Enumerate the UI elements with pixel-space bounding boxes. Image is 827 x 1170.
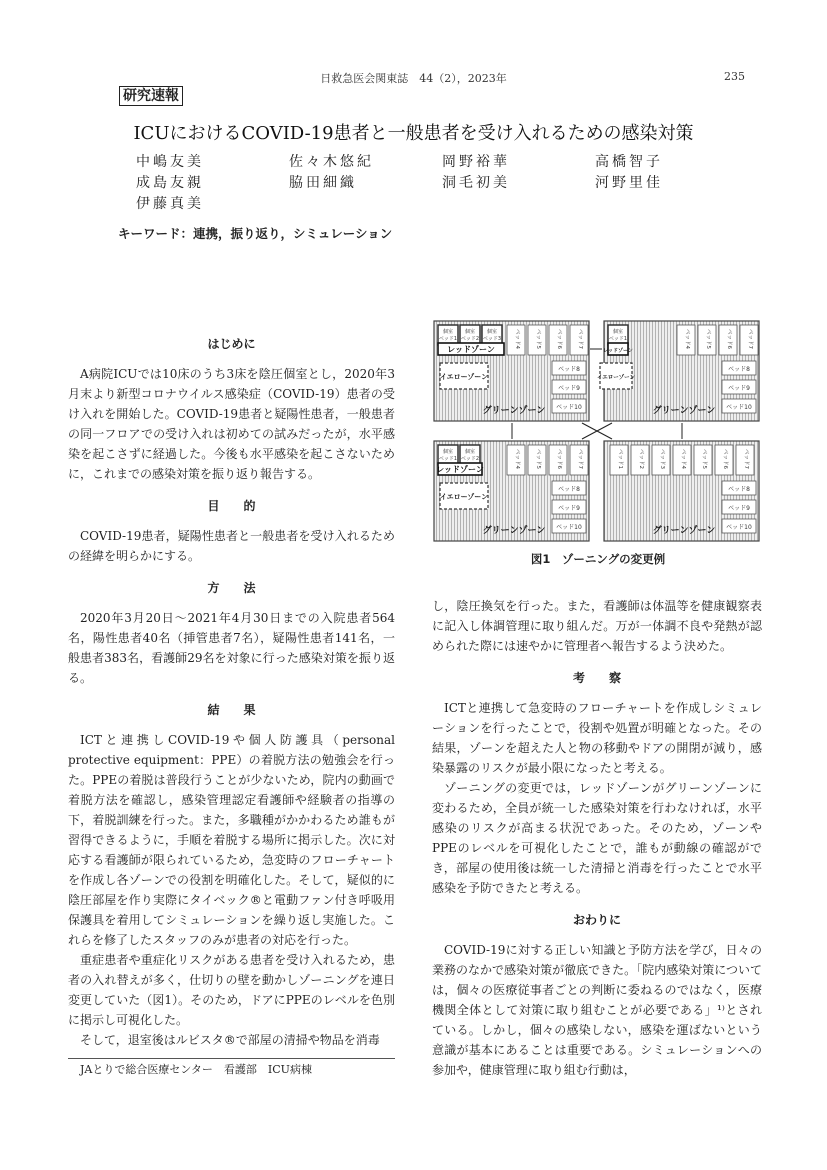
bed-label: ベッド4	[514, 449, 520, 469]
author: 脇田細織	[289, 175, 357, 191]
bed-label: ベッド2	[638, 449, 644, 469]
bed-label: ベッド8	[728, 366, 750, 373]
author: 佐々木悠紀	[289, 154, 374, 170]
article-type-label: 研究速報	[119, 86, 183, 106]
journal-header: 日救急医会関東誌 44（2），2023年	[320, 72, 507, 85]
bed-label: ベッド1	[438, 456, 458, 462]
paragraph: COVID-19患者，疑陽性患者と一般患者を受け入れるための経緯を明らかにする。	[68, 529, 395, 563]
private-room	[438, 325, 458, 345]
bed-label: ベッド2	[460, 456, 480, 462]
private-room	[608, 325, 628, 345]
bed-label: ベッド4	[684, 329, 690, 349]
green-zone-label: グリーンゾーン	[652, 526, 716, 536]
bed-label: ベッド1	[608, 336, 628, 342]
bed-label: ベッド6	[556, 449, 562, 469]
bed-label: ベッド2	[460, 336, 480, 342]
affiliation-footnote: JAとりで総合医療センター 看護部 ICU病棟	[80, 1063, 312, 1076]
section-heading: はじめに	[207, 337, 256, 351]
private-room	[460, 325, 480, 345]
bed-label: ベッド4	[680, 449, 686, 469]
keywords: キーワード：連携，振り返り，シミュレーション	[118, 226, 393, 241]
bed-label: ベッド6	[722, 449, 728, 469]
private-room-label: 個室	[442, 449, 454, 455]
page-number: 235	[724, 70, 745, 83]
bed-label: ベッド8	[728, 486, 750, 493]
bed-label: ベッド3	[482, 336, 502, 342]
author: 河野里佳	[595, 175, 663, 191]
green-zone-label: グリーンゾーン	[482, 406, 546, 416]
bed-label: ベッド9	[728, 505, 750, 512]
author: 岡野裕華	[442, 154, 510, 170]
paragraph: ICTと連携して急変時のフローチャートを作成しシミュレーションを行ったことで，役割や処置が明確となった。その結果，ゾーンを超えた人と物の移動やドアの開閉が減り，感染暴露のリスクが最小限になったと考える。	[432, 701, 762, 775]
paragraph: そして，退室後はルビスタ®で部屋の清掃や物品を消毒	[80, 1033, 380, 1047]
bed-label: ベッド1	[438, 336, 458, 342]
bed-label: ベッド8	[558, 366, 580, 373]
bed-label: ベッド10	[556, 524, 582, 531]
paper-title: ICUにおけるCOVID-19患者と一般患者を受け入れるための感染対策	[133, 123, 694, 144]
bed-label: ベッド7	[577, 449, 583, 469]
bed-label: ベッド10	[556, 404, 582, 411]
bed-label: ベッド3	[659, 449, 665, 469]
left-column	[68, 322, 395, 1050]
right-column	[432, 596, 762, 1080]
bed-label: ベッド1	[617, 449, 623, 469]
red-zone-label: レッドゾーン	[436, 465, 484, 474]
section-heading: おわりに	[572, 913, 621, 927]
paragraph: し，陰圧換気を行った。また，看護師は体温等を健康観察表に記入し体調管理に取り組んだ。万が一体調不良や発熱が認められた際には速やかに管理者へ報告するよう決めた。	[432, 599, 762, 653]
yellow-zone-label: イエローゾーン	[439, 493, 489, 501]
red-zone-label: レッドゾーン	[447, 345, 495, 354]
private-room-label: 個室	[464, 329, 476, 335]
bed-label: ベッド6	[726, 329, 732, 349]
private-room-label: 個室	[612, 329, 624, 335]
author: 中嶋友美	[136, 154, 204, 170]
private-room-label: 個室	[442, 329, 454, 335]
paragraph: COVID-19に対する正しい知識と予防方法を学び，日々の業務のなかで感染対策が徹底できた。「院内感染対策については，個々の医療従事者ごとの判断に委ねるのではなく，医療機関全体として対策に取り組むことが必要である」¹⁾とされている。しかし，個々の感染しない，感染を運ばないという意識が基本にあることは重要である。シミュレーションへの参加や，健康管理に取り組む行動は，	[432, 943, 762, 1077]
paragraph: 重症患者や重症化リスクがある患者を受け入れるため，患者の入れ替えが多く，仕切りの壁を動かしゾーニングを連日変更していた（図1）。そのため，ドアにPPEのレベルを色別に掲示し可視化した。	[68, 953, 395, 1027]
paragraph: 2020年3月20日～2021年4月30日までの入院患者564名，陽性患者40名（挿管患者7名），疑陽性患者141名，一般患者383名，看護師29名を対象に行った感染対策を振り返る。	[68, 611, 395, 685]
section-heading: 結 果	[207, 703, 256, 717]
bed-label: ベッド9	[558, 385, 580, 392]
red-zone-label: レッドゾーン	[603, 348, 633, 354]
paragraph: ゾーニングの変更では，レッドゾーンがグリーンゾーンに変わるため，全員が統一した感染対策を行わなければ，水平感染のリスクが高まる状況であった。そのため，ゾーンやPPEのレベルを可視化したことで，誰もが動線の確認ができ，部屋の使用後は統一した清掃と消毒を行ったことで水平感染を予防できたと考える。	[432, 781, 762, 895]
section-heading: 考 察	[572, 671, 621, 685]
figure-1-zoning-diagram	[432, 319, 764, 545]
bed-label: ベッド6	[556, 329, 562, 349]
private-room-label: 個室	[464, 449, 476, 455]
private-room	[460, 445, 480, 465]
bed-label: ベッド5	[535, 329, 541, 349]
section-heading: 目 的	[207, 499, 256, 513]
bed-label: ベッド7	[577, 329, 583, 349]
bed-label: ベッド7	[747, 329, 753, 349]
bed-label: ベッド7	[743, 449, 749, 469]
bed-label: ベッド9	[558, 505, 580, 512]
yellow-zone-label: イエローゾーン	[597, 375, 635, 381]
author: 伊藤真美	[136, 196, 204, 212]
figure-caption: 図1 ゾーニングの変更例	[530, 552, 666, 566]
author: 洞毛初美	[442, 175, 510, 191]
private-room-label: 個室	[486, 329, 498, 335]
bed-label: ベッド9	[728, 385, 750, 392]
author: 高橋智子	[595, 154, 663, 170]
paragraph: A病院ICUでは10床のうち3床を陰圧個室とし，2020年3月末より新型コロナウイルス感染症（COVID-19）患者の受け入れを開始した。COVID-19患者と疑陽性患者，一般患者の同一フロアでの受け入れは初めての試みだったが，水平感染を起こさずに経過した。今後も水平感染を起こさないために，これまでの感染対策を振り返り報告する。	[68, 367, 395, 481]
paragraph: ICTと連携しCOVID-19や個人防護具（personal protective equipment：PPE）の着脱方法の勉強会を行った。PPEの着脱は普段行うことが少ないため，院内の動画で着脱方法を確認し，感染管理認定看護師や経験者の指導の下，着脱訓練を行った。また，多職種がかかわるため誰もが習得できるように，手順を着脱する場所に掲示した。次に対応する看護師が限られているため，急変時のフローチャートを作成し各ゾーンでの役割を明確化した。そして，疑似的に陰圧部屋を作り実際にタイベック®と電動ファン付き呼吸用保護具を着用してシミュレーションを繰り返し実施した。これらを修了したスタッフのみが患者の対応を行った。	[68, 733, 395, 947]
green-zone-label: グリーンゾーン	[482, 526, 546, 536]
section-heading: 方 法	[207, 581, 256, 595]
bed-label: ベッド4	[514, 329, 520, 349]
bed-label: ベッド8	[558, 486, 580, 493]
footnote-rule	[68, 1058, 395, 1059]
yellow-zone-label: イエローゾーン	[439, 373, 489, 381]
bed-label: ベッド5	[701, 449, 707, 469]
bed-label: ベッド10	[726, 404, 752, 411]
author-list	[136, 152, 748, 215]
private-room	[482, 325, 502, 345]
author: 成島友親	[136, 175, 204, 191]
private-room	[438, 445, 458, 465]
green-zone-label: グリーンゾーン	[652, 406, 716, 416]
bed-label: ベッド5	[705, 329, 711, 349]
bed-label: ベッド10	[726, 524, 752, 531]
bed-label: ベッド5	[535, 449, 541, 469]
